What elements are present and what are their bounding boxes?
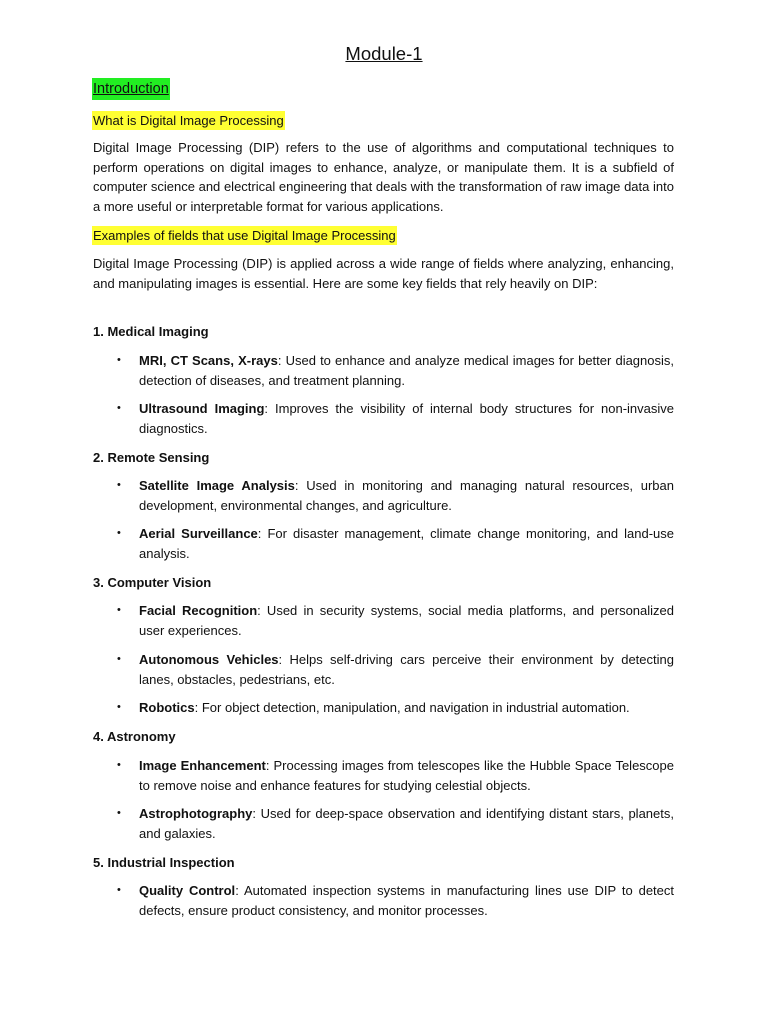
list-item-term: Quality Control [139, 883, 236, 898]
list-item-description: : Automated inspection systems in manufacturing lines use DIP to detect defects, ensure product consistency, and monitor processes. [139, 883, 675, 918]
bullet-icon: • [117, 653, 121, 665]
section-heading-remote-sensing: 2. Remote Sensing [93, 450, 210, 465]
list-item-text [139, 524, 674, 563]
list-item-description: : For disaster management, climate change monitoring, and land-use analysis. [139, 526, 674, 561]
bullet-icon: • [117, 479, 121, 491]
list-item-text [139, 881, 674, 920]
list-item-term: Robotics [139, 700, 195, 715]
list-item-text [139, 650, 674, 689]
list-item-term: Image Enhancement [139, 758, 266, 773]
list-item-text [139, 601, 674, 640]
list-item-term: Aerial Surveillance [139, 526, 258, 541]
list-item-description: : Improves the visibility of internal body structures for non-invasive diagnostics. [139, 401, 674, 436]
section-heading-medical-imaging: 1. Medical Imaging [93, 324, 209, 339]
bullet-icon: • [117, 402, 121, 414]
paragraph-examples: Digital Image Processing (DIP) is applied across a wide range of fields where analyzing, enhancing, and manipulating images is essential. Here are some key fields that rely heavily on DIP: [93, 256, 674, 291]
list-item-description: : Used for deep-space observation and identifying distant stars, planets, and galaxies. [139, 806, 674, 841]
list-item-description: : Helps self-driving cars perceive their environment by detecting lanes, obstacles, pedestrians, etc. [139, 652, 674, 687]
bullet-icon: • [117, 701, 121, 713]
section-heading-introduction: Introduction [92, 78, 170, 100]
list-item-description: : Used in monitoring and managing natural resources, urban development, environmental changes, and agriculture. [139, 478, 674, 513]
list-item-text [139, 351, 674, 390]
list-item-term: Autonomous Vehicles [139, 652, 279, 667]
section-heading-computer-vision: 3. Computer Vision [93, 575, 212, 590]
bullet-icon: • [117, 604, 121, 616]
list-item-term: Astrophotography [139, 806, 253, 821]
subheading-what-is-dip: What is Digital Image Processing [93, 113, 284, 128]
list-item-text [139, 698, 674, 718]
bullet-icon: • [117, 759, 121, 771]
list-item-description: : Processing images from telescopes like the Hubble Space Telescope to remove noise and enhance features for studying celestial objects. [139, 758, 674, 793]
list-item-text [139, 476, 674, 515]
list-item-text [139, 804, 674, 843]
subheading-examples: Examples of fields that use Digital Image Processing [93, 228, 396, 243]
bullet-icon: • [117, 354, 121, 366]
list-item-description: : For object detection, manipulation, and navigation in industrial automation. [194, 700, 630, 715]
section-heading-astronomy: 4. Astronomy [93, 729, 176, 744]
page-title: Module-1 [345, 43, 423, 64]
list-item-text [139, 756, 674, 795]
list-item-term: Ultrasound Imaging [139, 401, 265, 416]
list-item-term: Facial Recognition [139, 603, 258, 618]
list-item-description: : Used in security systems, social media platforms, and personalized user experiences. [139, 603, 674, 638]
list-item-description: : Used to enhance and analyze medical images for better diagnosis, detection of diseases, and treatment planning. [139, 353, 675, 388]
list-item-term: MRI, CT Scans, X-rays [139, 353, 278, 368]
section-heading-industrial-inspection: 5. Industrial Inspection [93, 855, 235, 870]
bullet-icon: • [117, 807, 121, 819]
list-item-text [139, 399, 674, 438]
list-item-term: Satellite Image Analysis [139, 478, 295, 493]
paragraph-what-is-dip: Digital Image Processing (DIP) refers to the use of algorithms and computational techniques to perform operations on digital images to enhance, analyze, or manipulate them. It is a subfield of computer science and electrical engineering that deals with the transformation of raw image data into a more useful or interpretable format for various applications. [93, 140, 674, 214]
bullet-icon: • [117, 527, 121, 539]
bullet-icon: • [117, 884, 121, 896]
